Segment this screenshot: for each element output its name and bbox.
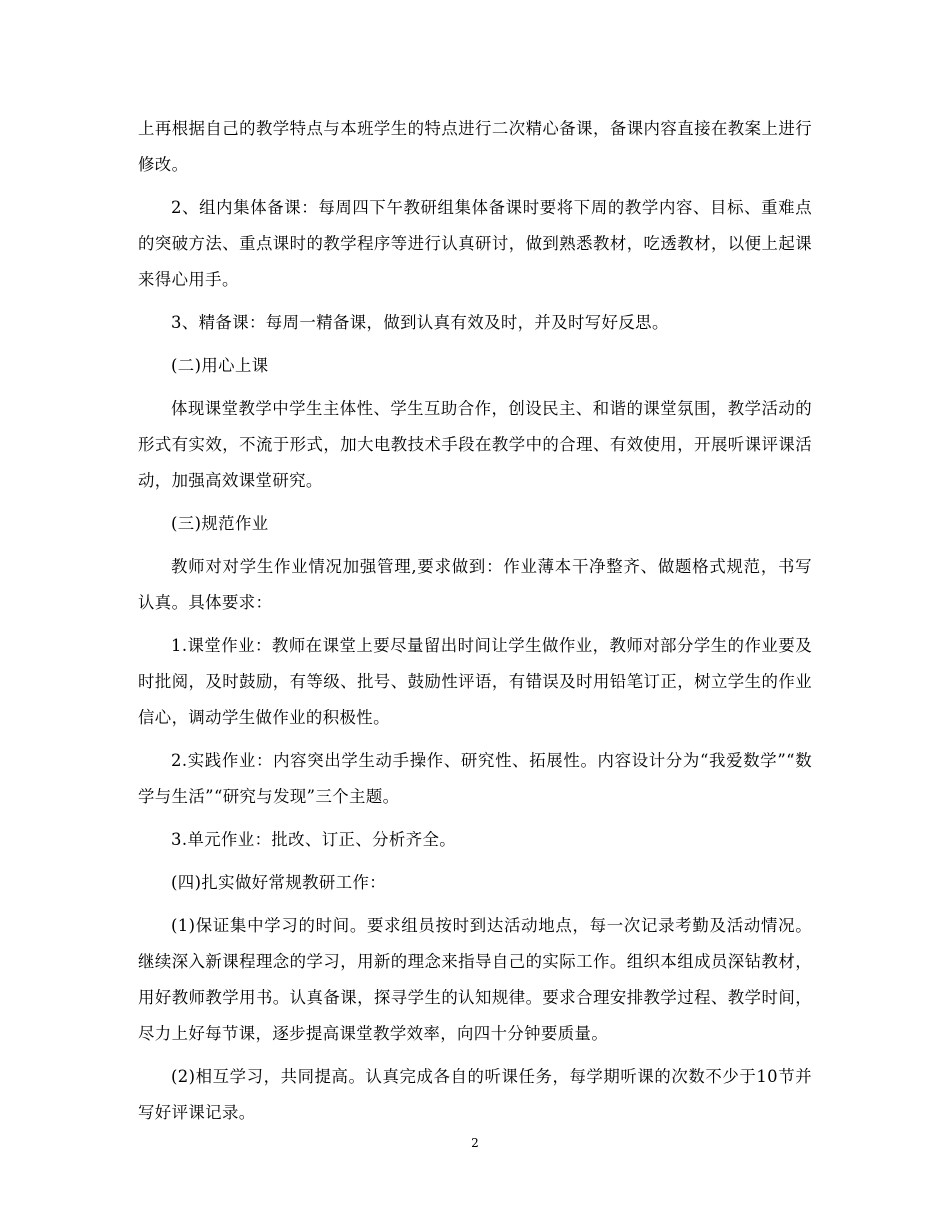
paragraph-2: 2、组内集体备课：每周四下午教研组集体备课时要将下周的教学内容、目标、重难点的突破方法、重点课时的教学程序等进行认真研讨，做到熟悉教材，吃透教材，以便上起课来得心用手。 bbox=[138, 198, 812, 289]
paragraph-1: 上再根据自己的教学特点与本班学生的特点进行二次精心备课，备课内容直接在教案上进行修改。 bbox=[138, 119, 812, 174]
paragraph-13: (2)相互学习，共同提高。认真完成各自的听课任务，每学期听课的次数不少于10节并写好评课记录。 bbox=[138, 1067, 812, 1122]
paragraph-3: 3、精备课：每周一精备课，做到认真有效及时，并及时写好反思。 bbox=[171, 313, 669, 332]
section-heading-4: (四)扎实做好常规教研工作： bbox=[171, 873, 387, 892]
page-number: 2 bbox=[471, 1136, 479, 1150]
paragraph-7: 教师对对学生作业情况加强管理,要求做到：作业薄本干净整齐、做题格式规范，书写认真。具体要求： bbox=[138, 557, 812, 612]
paragraph-12: (1)保证集中学习的时间。要求组员按时到达活动地点，每一次记录考勤及活动情况。继续深入新课程理念的学习，用新的理念来指导自己的实际工作。组织本组成员深钻教材，用好教师教学用书。认真备课，探寻学生的认知规律。要求合理安排教学过程、教学时间，尽力上好每节课，逐步提高课堂教学效率，向四十分钟要质量。 bbox=[138, 916, 812, 1043]
paragraph-5: 体现课堂教学中学生主体性、学生互助合作，创设民主、和谐的课堂氛围，教学活动的形式有实效，不流于形式，加大电教技术手段在教学中的合理、有效使用，开展听课评课活动，加强高效课堂研究。 bbox=[138, 399, 812, 490]
paragraph-8: 1.课堂作业：教师在课堂上要尽量留出时间让学生做作业，教师对部分学生的作业要及时批阅，及时鼓励，有等级、批号、鼓励性评语，有错误及时用铅笔订正，树立学生的作业信心，调动学生做作业的积极性。 bbox=[138, 636, 812, 727]
document-body bbox=[138, 111, 812, 1138]
paragraph-10: 3.单元作业：批改、订正、分析齐全。 bbox=[171, 830, 457, 849]
paragraph-9: 2.实践作业：内容突出学生动手操作、研究性、拓展性。内容设计分为“我爱数学”“数学与生活”“研究与发现”三个主题。 bbox=[138, 751, 812, 806]
section-heading-2: (二)用心上课 bbox=[171, 356, 269, 375]
section-heading-3: (三)规范作业 bbox=[171, 514, 269, 533]
